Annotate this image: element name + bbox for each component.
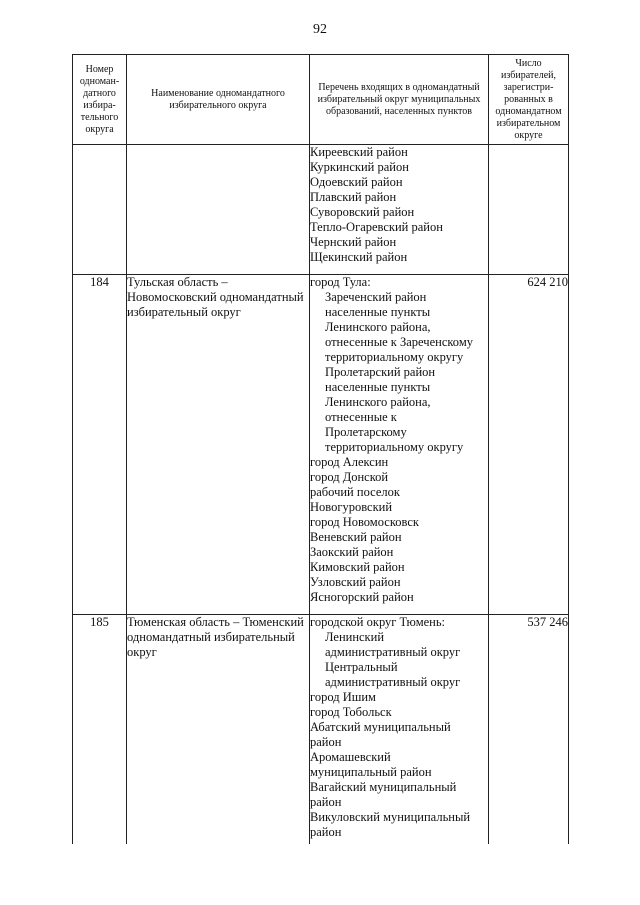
list-item: территориальному округу xyxy=(325,440,464,454)
page-number: 92 xyxy=(313,22,327,37)
list-item: отнесенные к xyxy=(325,410,397,424)
list-item: город Новомосковск xyxy=(310,515,419,529)
header-name: Наименование одномандатного избирательного округа xyxy=(127,55,310,145)
districts-table xyxy=(72,54,569,844)
list-item: отнесенные к Зареченскому xyxy=(325,335,473,349)
list-item: Пролетарский район xyxy=(325,365,436,379)
list-item: Ленинский xyxy=(325,630,385,644)
list-item: административный округ xyxy=(325,645,461,659)
list-item: городской округ Тюмень: xyxy=(310,615,446,629)
header-list: Перечень входящих в одномандатный избирательный округ муниципальных образований, населенных пунктов xyxy=(310,55,489,145)
list-item: населенные пункты xyxy=(325,305,431,319)
district-name: Тюменская область – Тюменский одномандатный избирательный округ xyxy=(127,615,310,841)
list-item: Кимовский район xyxy=(310,560,405,574)
list-item: Викуловский муниципальный xyxy=(310,810,471,824)
list-item: Куркинский район xyxy=(310,160,409,174)
list-item: город Донской xyxy=(310,470,389,484)
list-item: Ленинского района, xyxy=(325,320,431,334)
district-number: 185 xyxy=(73,615,127,841)
list-item: Зареченский район xyxy=(325,290,427,304)
list-item: район xyxy=(310,735,342,749)
list-continued xyxy=(310,145,489,266)
list-item: рабочий поселок xyxy=(310,485,400,499)
list-item: район xyxy=(310,795,342,809)
list-item: Ленинского района, xyxy=(325,395,431,409)
list-item: Ясногорский район xyxy=(310,590,414,604)
list-item: город Тула: xyxy=(310,275,371,289)
list-item: город Тобольск xyxy=(310,705,392,719)
list-item: Тепло-Огаревский район xyxy=(310,220,443,234)
list-item: Веневский район xyxy=(310,530,402,544)
table-row-district xyxy=(73,615,569,841)
list-item: Чернский район xyxy=(310,235,397,249)
table-header-row xyxy=(73,55,569,145)
list-item: Вагайский муниципальный xyxy=(310,780,457,794)
list-item: город Алексин xyxy=(310,455,389,469)
list-item: район xyxy=(310,825,342,839)
district-list xyxy=(310,615,489,841)
list-item: Киреевский район xyxy=(310,145,408,159)
list-item: Суворовский район xyxy=(310,205,415,219)
table-row-district xyxy=(73,275,569,606)
list-item: Заокский район xyxy=(310,545,394,559)
district-voters: 537 246 xyxy=(489,615,569,841)
district-number: 184 xyxy=(73,275,127,606)
list-item: Пролетарскому xyxy=(325,425,407,439)
header-voters: Число избирателей, зарегистри-рованных в одномандатном избирательном округе xyxy=(489,55,569,145)
list-item: Щекинский район xyxy=(310,250,408,264)
header-number: Номер одноман-датного избира-тельного округа xyxy=(73,55,127,145)
district-list xyxy=(310,275,489,606)
list-item: Новогуровский xyxy=(310,500,393,514)
list-item: административный округ xyxy=(325,675,461,689)
table-row-continued xyxy=(73,145,569,266)
table-body xyxy=(73,145,569,845)
list-item: муниципальный район xyxy=(310,765,432,779)
district-voters: 624 210 xyxy=(489,275,569,606)
list-item: Одоевский район xyxy=(310,175,403,189)
list-item: населенные пункты xyxy=(325,380,431,394)
list-item: Абатский муниципальный xyxy=(310,720,451,734)
list-item: Центральный xyxy=(325,660,398,674)
list-item: территориальному округу xyxy=(325,350,464,364)
list-item: Аромашевский xyxy=(310,750,391,764)
list-item: Плавский район xyxy=(310,190,397,204)
list-item: Узловский район xyxy=(310,575,401,589)
district-name: Тульская область – Новомосковский одномандатный избирательный округ xyxy=(127,275,310,606)
list-item: город Ишим xyxy=(310,690,376,704)
